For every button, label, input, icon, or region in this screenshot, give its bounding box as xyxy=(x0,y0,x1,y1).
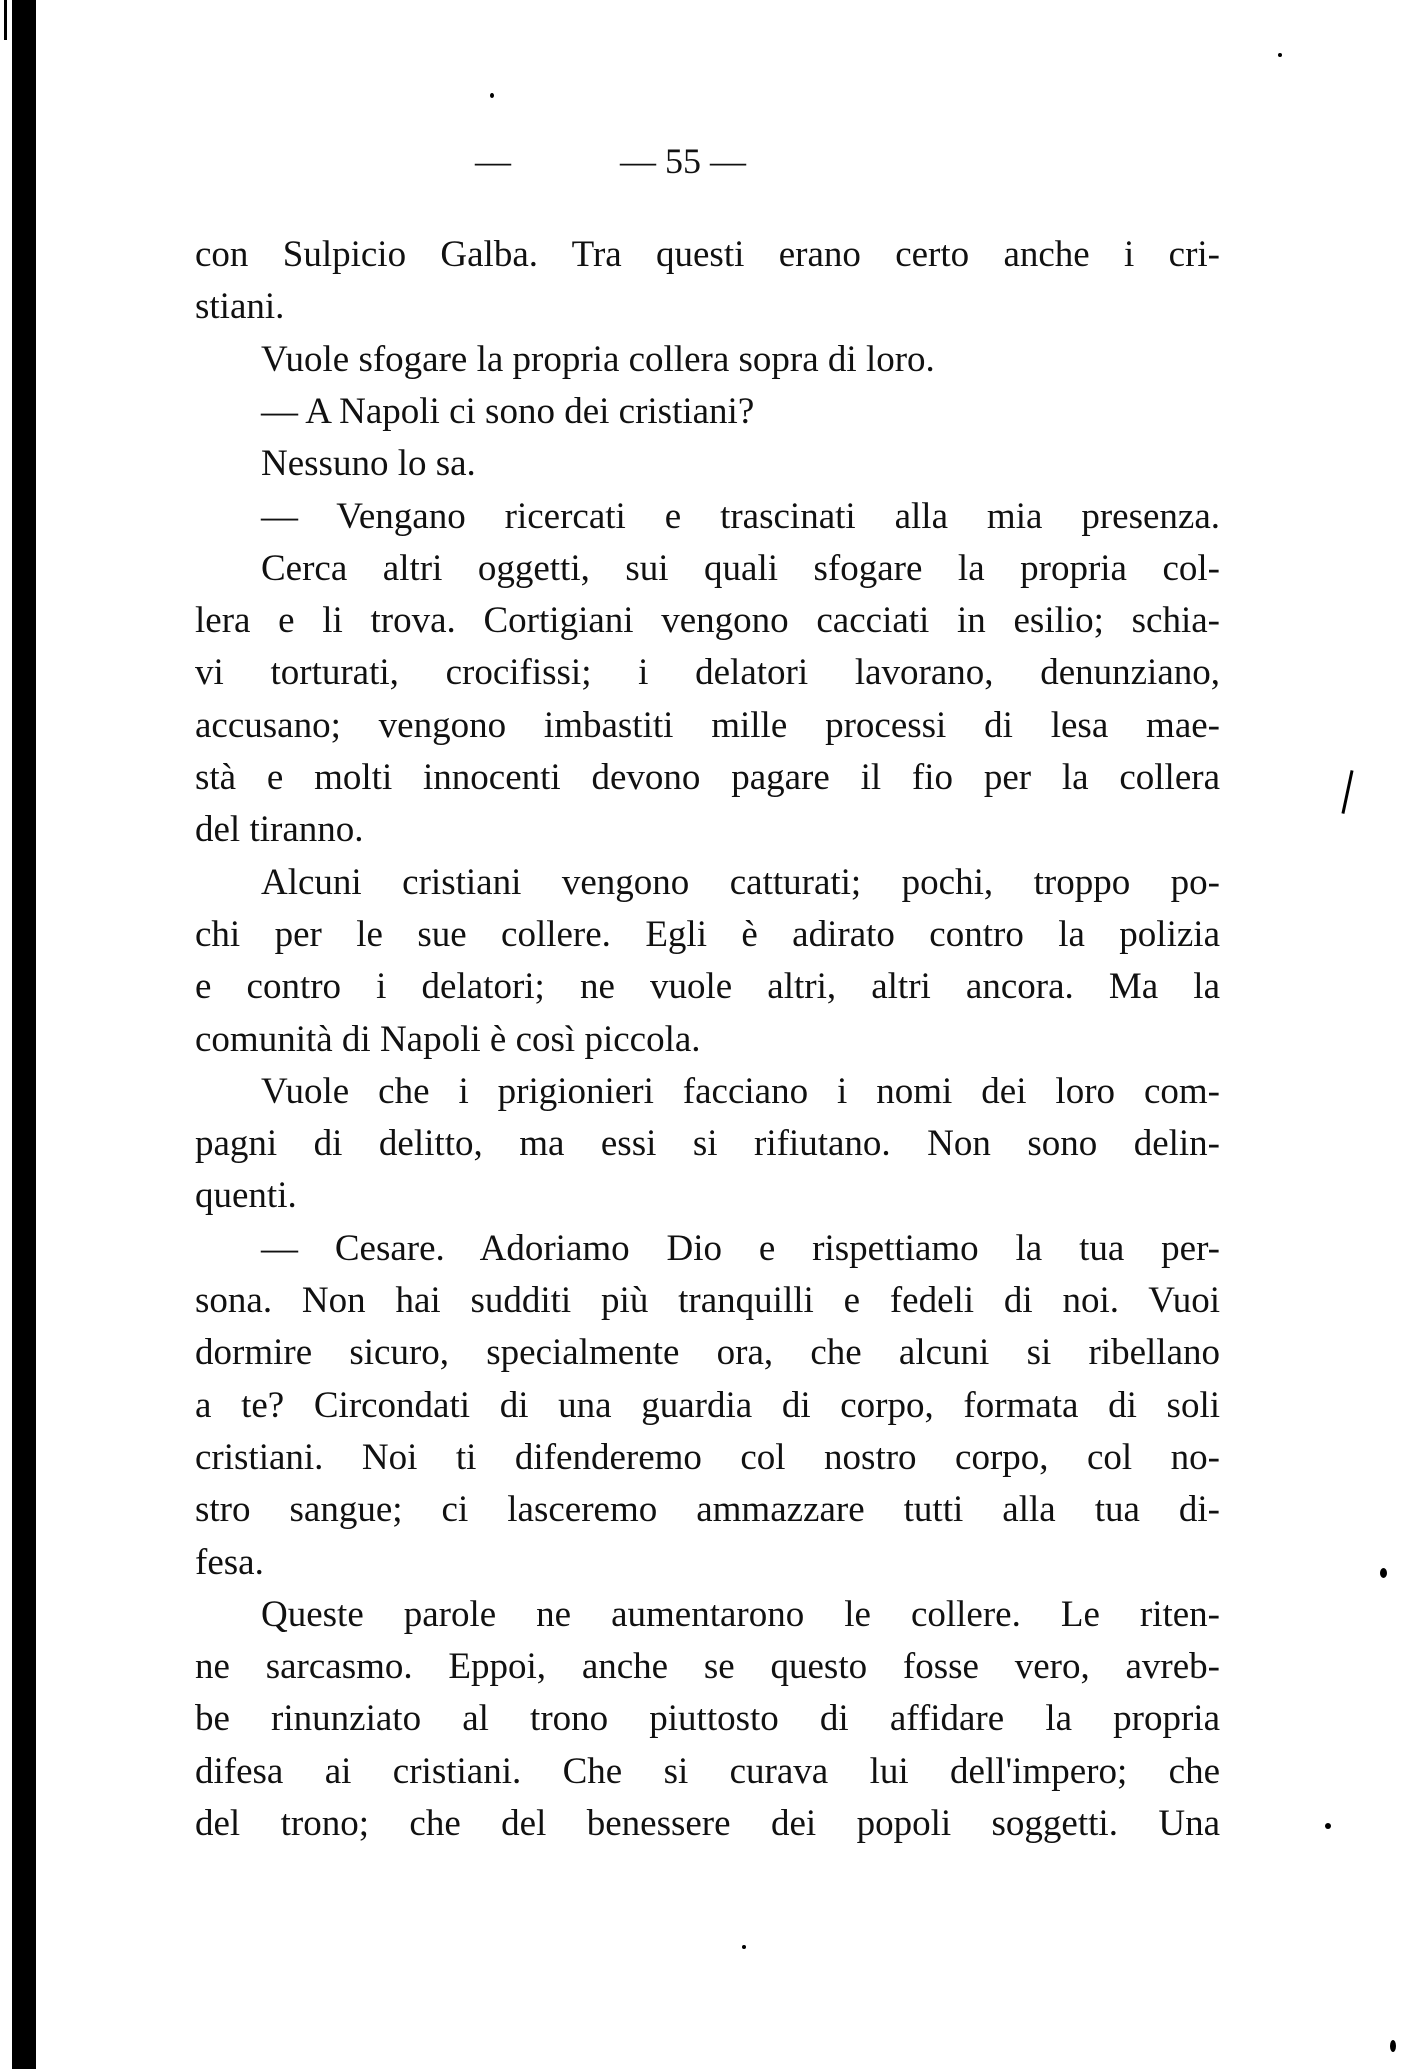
text-line: stro sangue; ci lasceremo ammazzare tutti alla tua di- xyxy=(195,1489,1220,1531)
speck xyxy=(1380,1568,1387,1578)
text-line: Vuole sfogare la propria collera sopra di loro. xyxy=(261,338,935,380)
text-line: del trono; che del benessere dei popoli soggetti. Una xyxy=(195,1803,1220,1844)
text-line: a te? Circondati di una guardia di corpo, formata di soli xyxy=(195,1384,1220,1426)
text-line: vi torturati, crocifissi; i delatori lavorano, denunziano, xyxy=(195,652,1220,694)
text-line: Vuole che i prigionieri facciano i nomi dei loro com- xyxy=(261,1070,1220,1112)
stray-dash-mark: — xyxy=(475,141,511,181)
text-line: quenti. xyxy=(195,1175,297,1217)
text-line: Queste parole ne aumentarono le collere. Le riten- xyxy=(261,1593,1220,1635)
text-line: e contro i delatori; ne vuole altri, altri ancora. Ma la xyxy=(195,966,1220,1008)
text-line: con Sulpicio Galba. Tra questi erano certo anche i cri- xyxy=(195,234,1220,275)
speck xyxy=(1325,1823,1331,1829)
text-line: sona. Non hai sudditi più tranquilli e fedeli di noi. Vuoi xyxy=(195,1280,1220,1321)
text-line: stà e molti innocenti devono pagare il fio per la collera xyxy=(195,757,1220,798)
page-binding-edge xyxy=(12,0,36,2069)
text-line: comunità di Napoli è così piccola. xyxy=(195,1018,701,1060)
text-line: chi per le sue collere. Egli è adirato contro la polizia xyxy=(195,913,1220,955)
text-line: difesa ai cristiani. Che si curava lui dell'impero; che xyxy=(195,1750,1220,1792)
text-line: Alcuni cristiani vengono catturati; pochi, troppo po- xyxy=(261,861,1220,903)
page-number: — 55 — xyxy=(620,141,746,181)
text-line: Nessuno lo sa. xyxy=(261,443,476,485)
text-line: Cerca altri oggetti, sui quali sfogare la propria col- xyxy=(261,547,1220,589)
text-line: stiani. xyxy=(195,286,285,328)
text-line: — Vengano ricercati e trascinati alla mia presenza. xyxy=(261,495,1220,537)
text-line: accusano; vengono imbastiti mille processi di lesa mae- xyxy=(195,704,1220,746)
speck xyxy=(1278,53,1282,57)
text-line: — A Napoli ci sono dei cristiani? xyxy=(261,390,755,432)
margin-slash-mark xyxy=(1341,770,1353,814)
text-line: be rinunziato al trono piuttosto di affidare la propria xyxy=(195,1698,1220,1740)
speck xyxy=(1390,2040,1396,2052)
speck xyxy=(742,1945,746,1949)
text-line: del tiranno. xyxy=(195,809,364,851)
text-line: lera e li trova. Cortigiani vengono cacciati in esilio; schia- xyxy=(195,600,1220,642)
text-line: — Cesare. Adoriamo Dio e rispettiamo la tua per- xyxy=(261,1227,1220,1269)
text-line: ne sarcasmo. Eppoi, anche se questo fosse vero, avreb- xyxy=(195,1646,1220,1688)
text-line: fesa. xyxy=(195,1541,264,1583)
speck xyxy=(490,93,494,98)
text-line: dormire sicuro, specialmente ora, che alcuni si ribellano xyxy=(195,1332,1220,1374)
text-line: cristiani. Noi ti difenderemo col nostro corpo, col no- xyxy=(195,1436,1220,1478)
page-binding-edge-thin xyxy=(4,0,7,40)
text-line: pagni di delitto, ma essi si rifiutano. Non sono delin- xyxy=(195,1123,1220,1165)
